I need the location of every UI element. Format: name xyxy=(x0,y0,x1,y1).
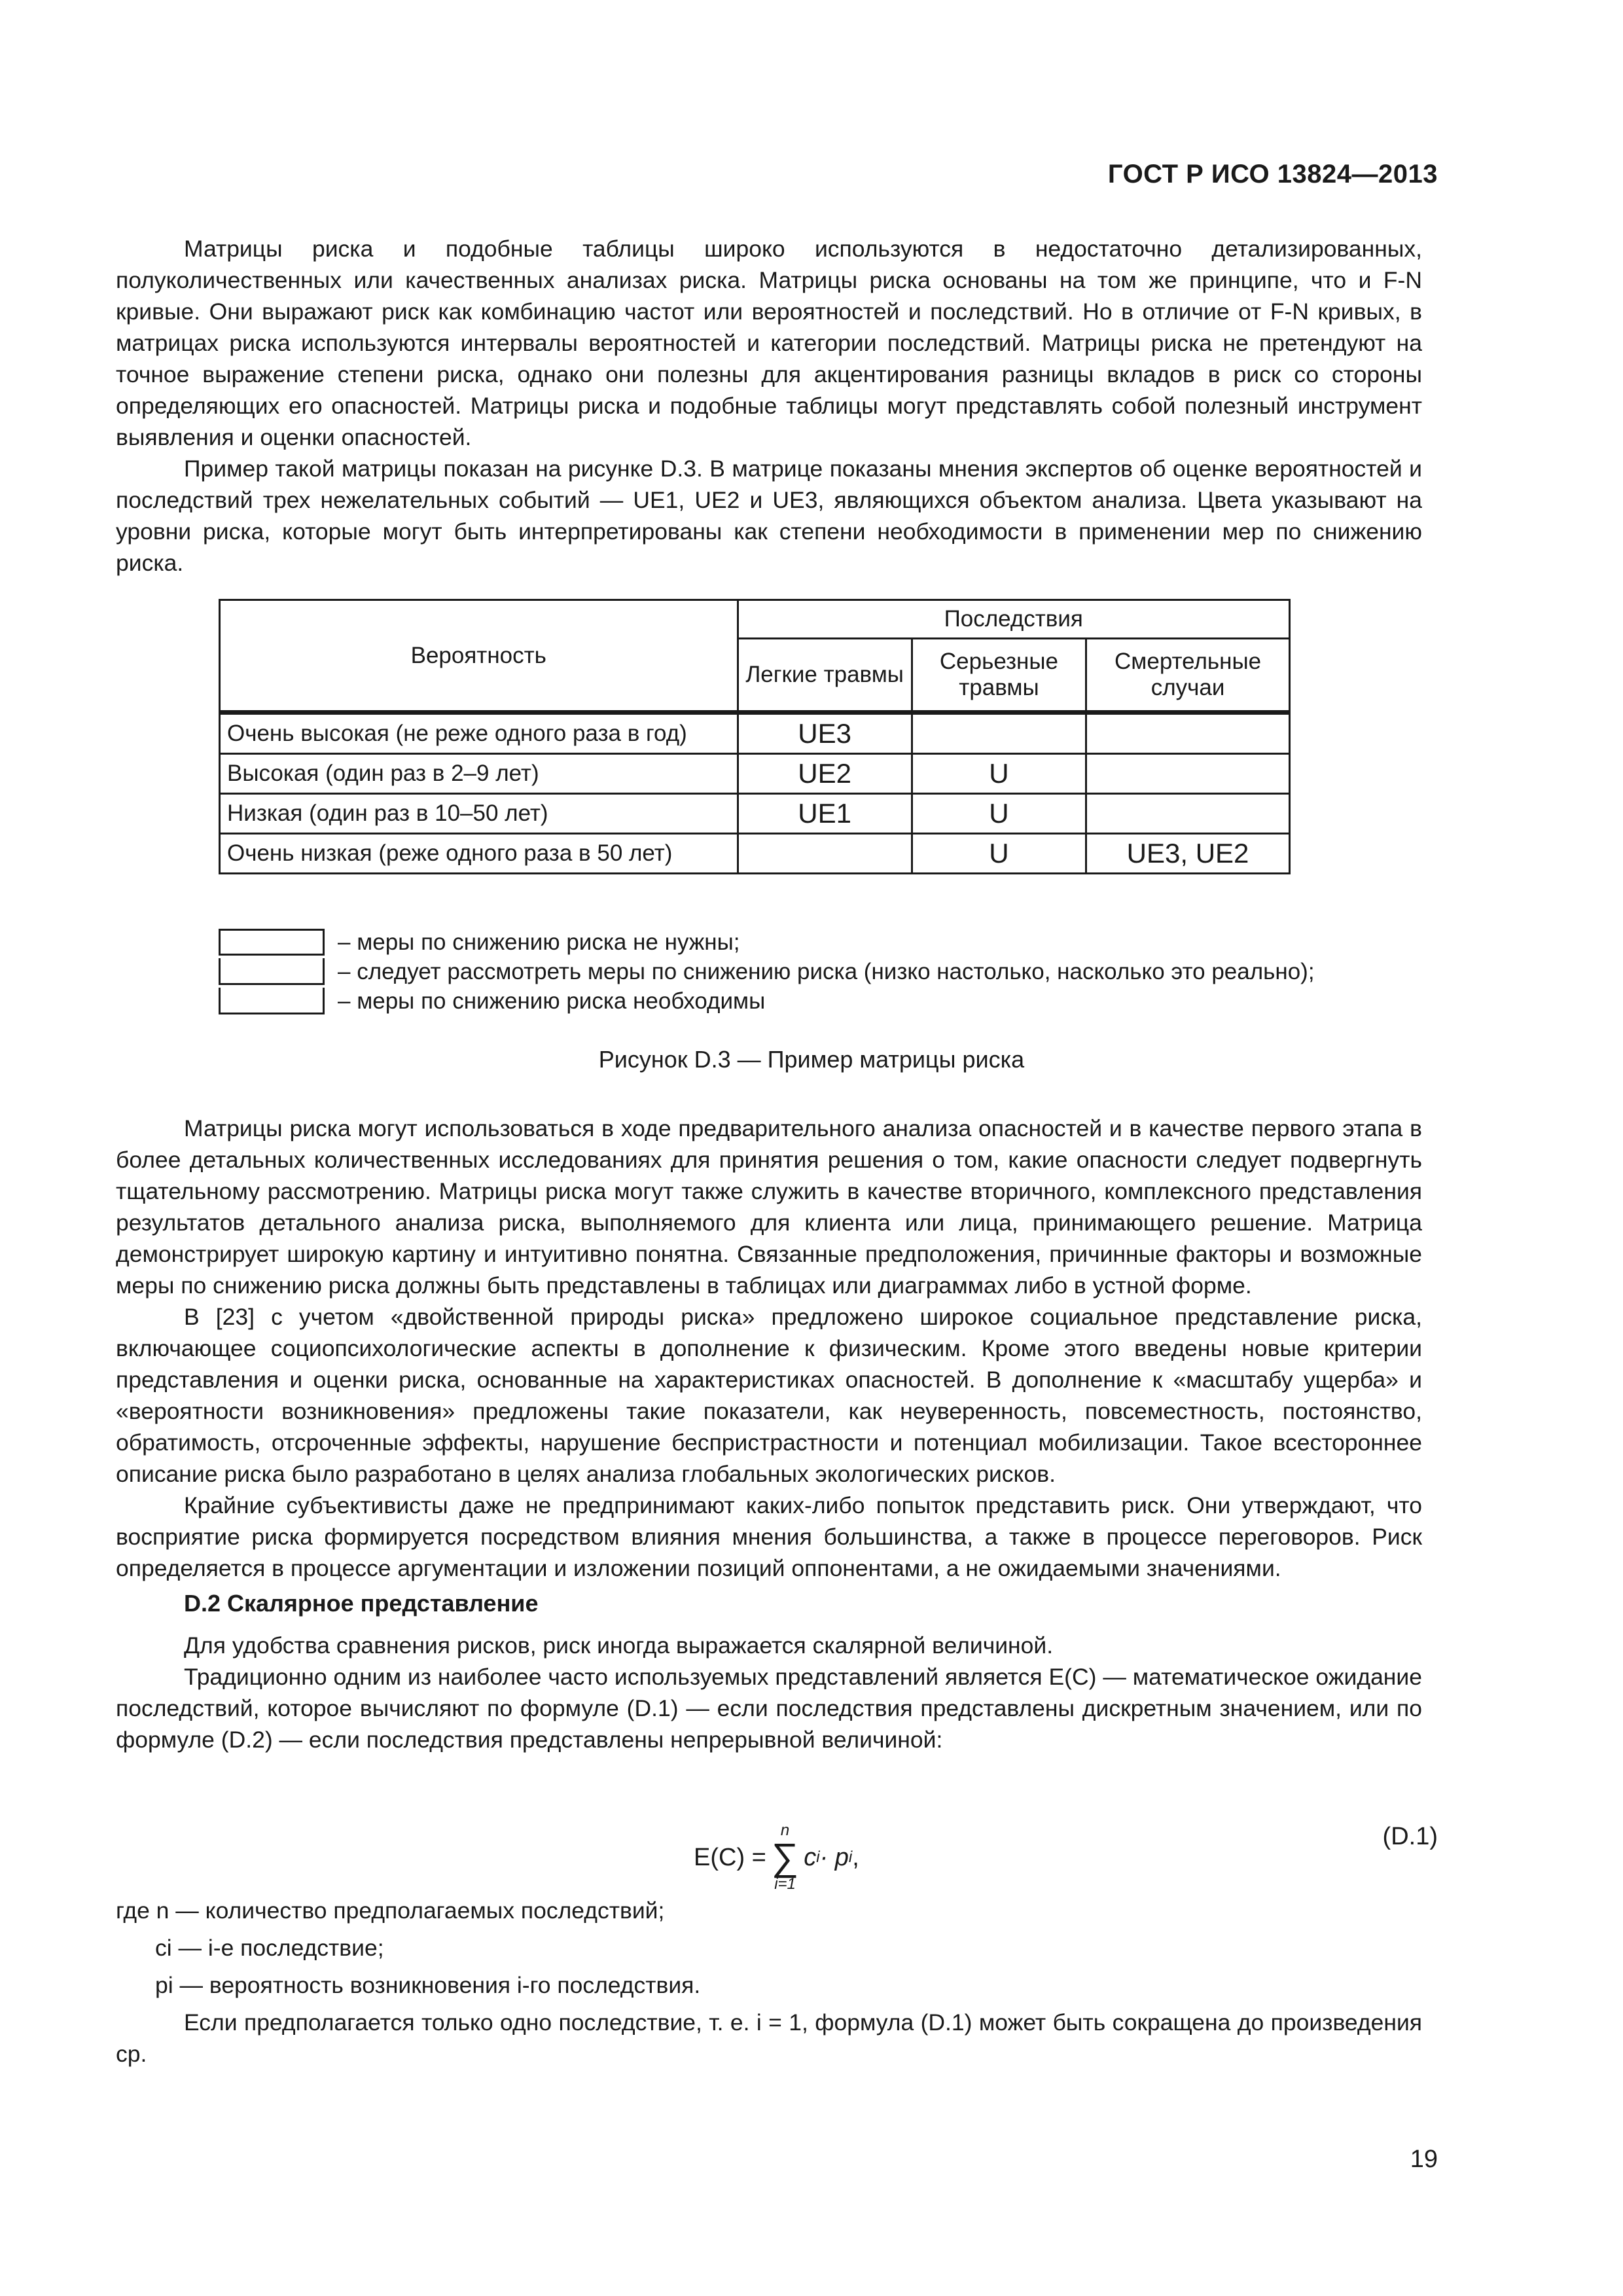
equation-number: (D.1) xyxy=(1382,1823,1438,1850)
table-row xyxy=(220,794,1290,834)
formula-sub-p: i xyxy=(848,1848,853,1866)
legend-swatch xyxy=(219,929,325,956)
section-heading: D.2 Скалярное представление xyxy=(184,1590,539,1617)
legend-swatch xyxy=(219,958,325,985)
legend-swatch xyxy=(219,988,325,1014)
body-text xyxy=(116,1113,1422,1755)
matrix-cell: U xyxy=(912,834,1086,874)
consequences-header: Последствия xyxy=(738,600,1290,639)
matrix-cell: UE3 xyxy=(738,713,912,754)
matrix-cell xyxy=(1086,754,1290,794)
formula-sub-c: i xyxy=(816,1848,820,1866)
paragraph: Матрицы риска могут использоваться в ходе предварительного анализа опасностей и в качестве первого этапа в более детальных количественных исследованиях для принятия решения о том, какие опасности следует подвергнуть тщательному рассмотрению. Матрицы риска могут также служить в качестве вторичного, комплексного представления результатов детального анализа риска, выполняемого для клиента или лица, принимающего решение. Матрица демонстрирует широкую картину и интуитивно понятна. Связанные предположения, причинные факторы и возможные меры по снижению риска должны быть представлены в таблицах или диаграммах либо в устной форме. xyxy=(116,1115,1422,1299)
sum-lower-limit: i=1 xyxy=(774,1875,796,1893)
sum-upper-limit: n xyxy=(780,1821,790,1839)
paragraph: Традиционно одним из наиболее часто используемых представлений является E(C) — математическое ожидание последствий, которое вычисляют по формуле (D.1) — если последствия представлены дискретным значением, или по формуле (D.2) — если последствия представлены непрерывной величиной: xyxy=(116,1664,1422,1753)
figure-caption: Рисунок D.3 — Пример матрицы риска xyxy=(598,1046,1025,1073)
probability-header: Вероятность xyxy=(220,600,738,713)
table-row xyxy=(220,834,1290,874)
standard-header: ГОСТ Р ИСО 13824—2013 xyxy=(1107,160,1438,188)
legend-item xyxy=(219,957,1315,986)
matrix-cell: UE2 xyxy=(738,754,912,794)
table-row xyxy=(220,713,1290,754)
row-label: Высокая (один раз в 2–9 лет) xyxy=(220,754,738,794)
column-header-light-injuries: Легкие травмы xyxy=(738,639,912,713)
row-label: Низкая (один раз в 10–50 лет) xyxy=(220,794,738,834)
matrix-cell: U xyxy=(912,754,1086,794)
page-number: 19 xyxy=(1410,2145,1438,2173)
definition-line: pi — вероятность возникновения i-го последствия. xyxy=(155,1972,701,1998)
definitions xyxy=(116,1895,1422,2075)
column-header-serious-injuries: Серьезные травмы xyxy=(912,639,1086,713)
paragraph: В [23] с учетом «двойственной природы риска» предложено широкое социальное представление риска, включающее социопсихологические аспекты в дополнение к физическим. Кроме этого введены новые критерии представления и оценки риска, основанные на характеристиках опасностей. В дополнение к «масштабу ущерба» и «вероятности возникновения» предложены такие показатели, как неуверенность, повсеместность, постоянство, обратимость, отсроченные эффекты, нарушение беспристрастности и потенциал мобилизации. Такое всестороннее описание риска было разработано в целях анализа глобальных экологических рисков. xyxy=(116,1304,1422,1487)
formula-term-p: · p xyxy=(819,1843,849,1871)
column-header-fatalities: Смертельные случаи xyxy=(1086,639,1290,713)
paragraph: Если предполагается только одно последствие, т. е. i = 1, формула (D.1) может быть сокращена до произведения cp. xyxy=(116,2009,1422,2067)
intro-text xyxy=(116,233,1422,579)
formula-lhs: E(C) = xyxy=(694,1843,766,1871)
risk-matrix-table xyxy=(219,599,1291,874)
paragraph: Крайние субъективисты даже не предпринимают каких-либо попыток представить риск. Они утверждают, что восприятие риска формируется посредством влияния мнения большинства, а также в процессе переговоров. Риск определяется в процессе аргументации и изложении позиций оппонентами, а не ожидаемыми значениями. xyxy=(116,1492,1422,1581)
matrix-cell: UE3, UE2 xyxy=(1086,834,1290,874)
table-row xyxy=(220,754,1290,794)
matrix-cell xyxy=(1086,713,1290,754)
matrix-legend xyxy=(219,927,1315,1016)
matrix-cell xyxy=(912,713,1086,754)
matrix-cell: U xyxy=(912,794,1086,834)
legend-label: – следует рассмотреть меры по снижению риска (низко настолько, насколько это реально); xyxy=(338,958,1315,984)
legend-item xyxy=(219,986,1315,1016)
definition-line: где n — количество предполагаемых последствий; xyxy=(116,1897,665,1924)
paragraph: Матрицы риска и подобные таблицы широко используются в недостаточно детализированных, полуколичественных или качественных анализах риска. Матрицы риска основаны на том же принципе, что и F-N кривые. Они выражают риск как комбинацию частот или вероятностей и последствий. Но в отличие от F-N кривых, в матрицах риска используются интервалы вероятностей и категории последствий. Матрицы риска не претендуют на точное выражение степени риска, однако они полезны для акцентирования разницы вкладов в риск со стороны определяющих его опасностей. Матрицы риска и подобные таблицы могут представлять собой полезный инструмент выявления и оценки опасностей. xyxy=(116,236,1422,450)
sigma-symbol: ∑ xyxy=(771,1836,799,1878)
definition-line: ci — i-е последствие; xyxy=(155,1935,384,1961)
legend-label: – меры по снижению риска необходимы xyxy=(338,988,766,1014)
paragraph: Для удобства сравнения рисков, риск иногда выражается скалярной величиной. xyxy=(184,1632,1054,1659)
legend-item xyxy=(219,927,1315,957)
row-label: Очень низкая (реже одного раза в 50 лет) xyxy=(220,834,738,874)
legend-label: – меры по снижению риска не нужны; xyxy=(338,929,740,955)
formula-d1 xyxy=(694,1823,859,1892)
paragraph: Пример такой матрицы показан на рисунке D.3. В матрице показаны мнения экспертов об оценке вероятностей и последствий трех нежелательных событий — UE1, UE2 и UE3, являющихся объектом анализа. Цвета указывают на уровни риска, которые могут быть интерпретированы как степени необходимости в применении мер по снижению риска. xyxy=(116,456,1422,576)
matrix-cell xyxy=(738,834,912,874)
formula-tail: , xyxy=(852,1843,859,1871)
summation xyxy=(772,1823,798,1892)
matrix-cell xyxy=(1086,794,1290,834)
matrix-cell: UE1 xyxy=(738,794,912,834)
row-label: Очень высокая (не реже одного раза в год) xyxy=(220,713,738,754)
formula-term-c: c xyxy=(804,1843,817,1871)
